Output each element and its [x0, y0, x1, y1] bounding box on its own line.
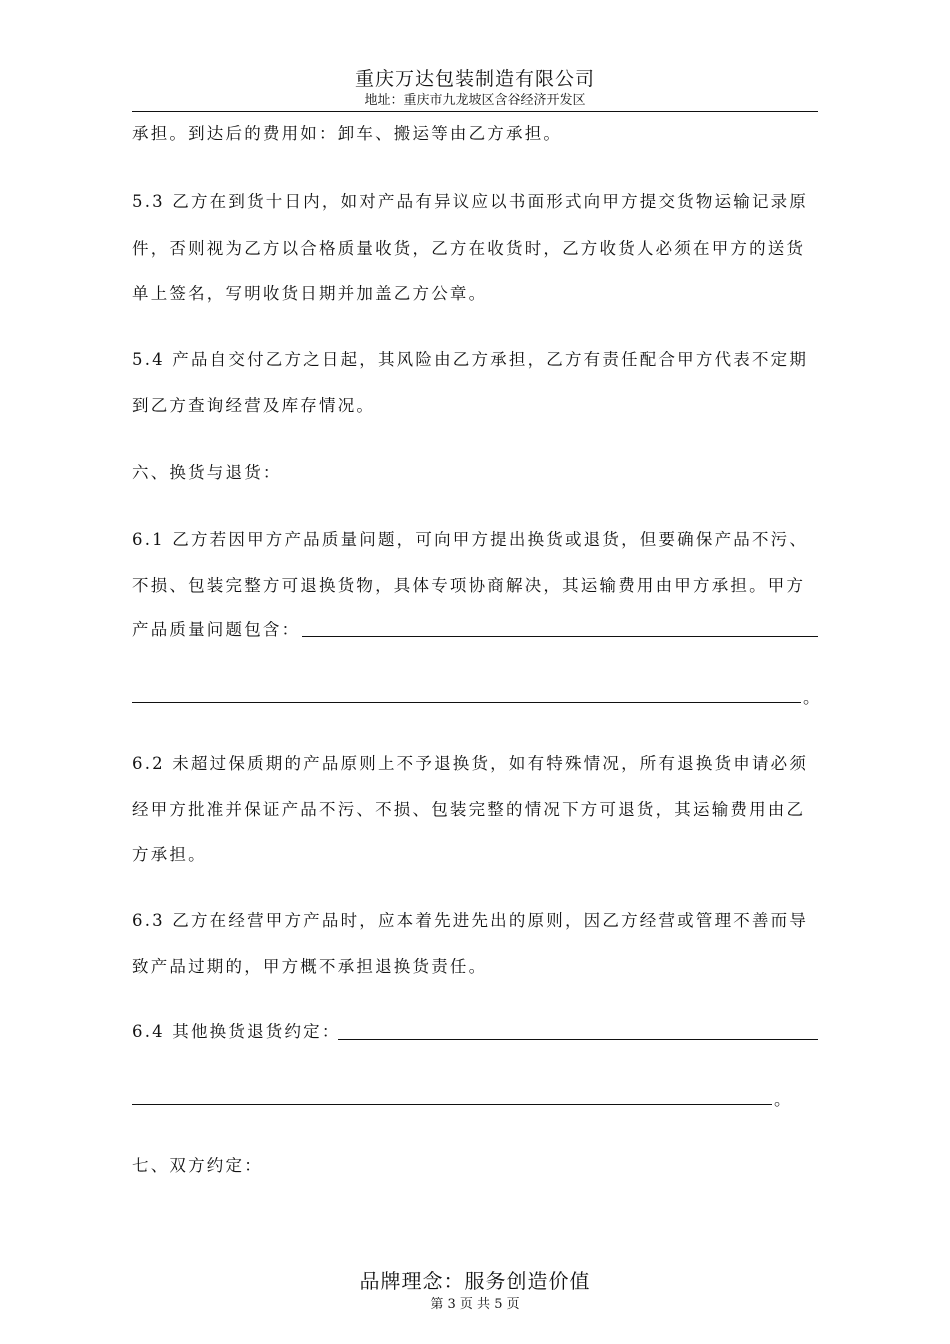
footer-slogan: 品牌理念：服务创造价值 [359, 1269, 591, 1293]
clause-6-4-line-1: 6.4 其他换货退货约定： [132, 1022, 341, 1041]
other-agreement-blank-2 [132, 1104, 772, 1105]
clause-5-3-line-2: 件，否则视为乙方以合格质量收货，乙方在收货时，乙方收货人必须在甲方的送货 [132, 239, 806, 258]
company-address: 地址：重庆市九龙坡区含谷经济开发区 [364, 93, 586, 108]
clause-6-3-line-1: 6.3 乙方在经营甲方产品时，应本着先进先出的原则，因乙方经营或管理不善而导 [132, 911, 809, 930]
clause-5-3-line-3: 单上签名，写明收货日期并加盖乙方公章。 [132, 284, 488, 303]
section-seven-heading: 七、双方约定： [132, 1156, 263, 1175]
clause-6-2-line-2: 经甲方批准并保证产品不污、不损、包装完整的情况下方可退货，其运输费用由乙 [132, 800, 806, 819]
page-number: 第 3 页 共 5 页 [430, 1297, 520, 1312]
clause-6-1-line-3: 产品质量问题包含： [132, 620, 301, 639]
other-agreement-blank-1 [338, 1039, 818, 1040]
quality-issues-blank-1 [302, 636, 818, 637]
quality-issues-blank-2 [132, 702, 801, 703]
blank-end-period: 。 [803, 688, 822, 707]
clause-6-1-line-1: 6.1 乙方若因甲方产品质量问题，可向甲方提出换货或退货，但要确保产品不污、 [132, 530, 809, 549]
clause-6-3-line-2: 致产品过期的，甲方概不承担退换货责任。 [132, 957, 488, 976]
blank-end-period: 。 [774, 1090, 793, 1109]
clause-5-4-line-1: 5.4 产品自交付乙方之日起，其风险由乙方承担，乙方有责任配合甲方代表不定期 [132, 350, 809, 369]
clause-6-2-line-1: 6.2 未超过保质期的产品原则上不予退换货，如有特殊情况，所有退换货申请必须 [132, 754, 809, 773]
clause-6-1-line-2: 不损、包装完整方可退换货物，具体专项协商解决，其运输费用由甲方承担。甲方 [132, 576, 806, 595]
paragraph-line: 承担。到达后的费用如：卸车、搬运等由乙方承担。 [132, 124, 563, 143]
clause-5-4-line-2: 到乙方查询经营及库存情况。 [132, 396, 376, 415]
company-name: 重庆万达包装制造有限公司 [354, 68, 595, 90]
clause-6-2-line-3: 方承担。 [132, 845, 207, 864]
document-header [132, 66, 818, 110]
header-divider [132, 111, 818, 112]
clause-5-3-line-1: 5.3 乙方在到货十日内，如对产品有异议应以书面形式向甲方提交货物运输记录原 [132, 192, 809, 211]
section-six-heading: 六、换货与退货： [132, 463, 282, 482]
